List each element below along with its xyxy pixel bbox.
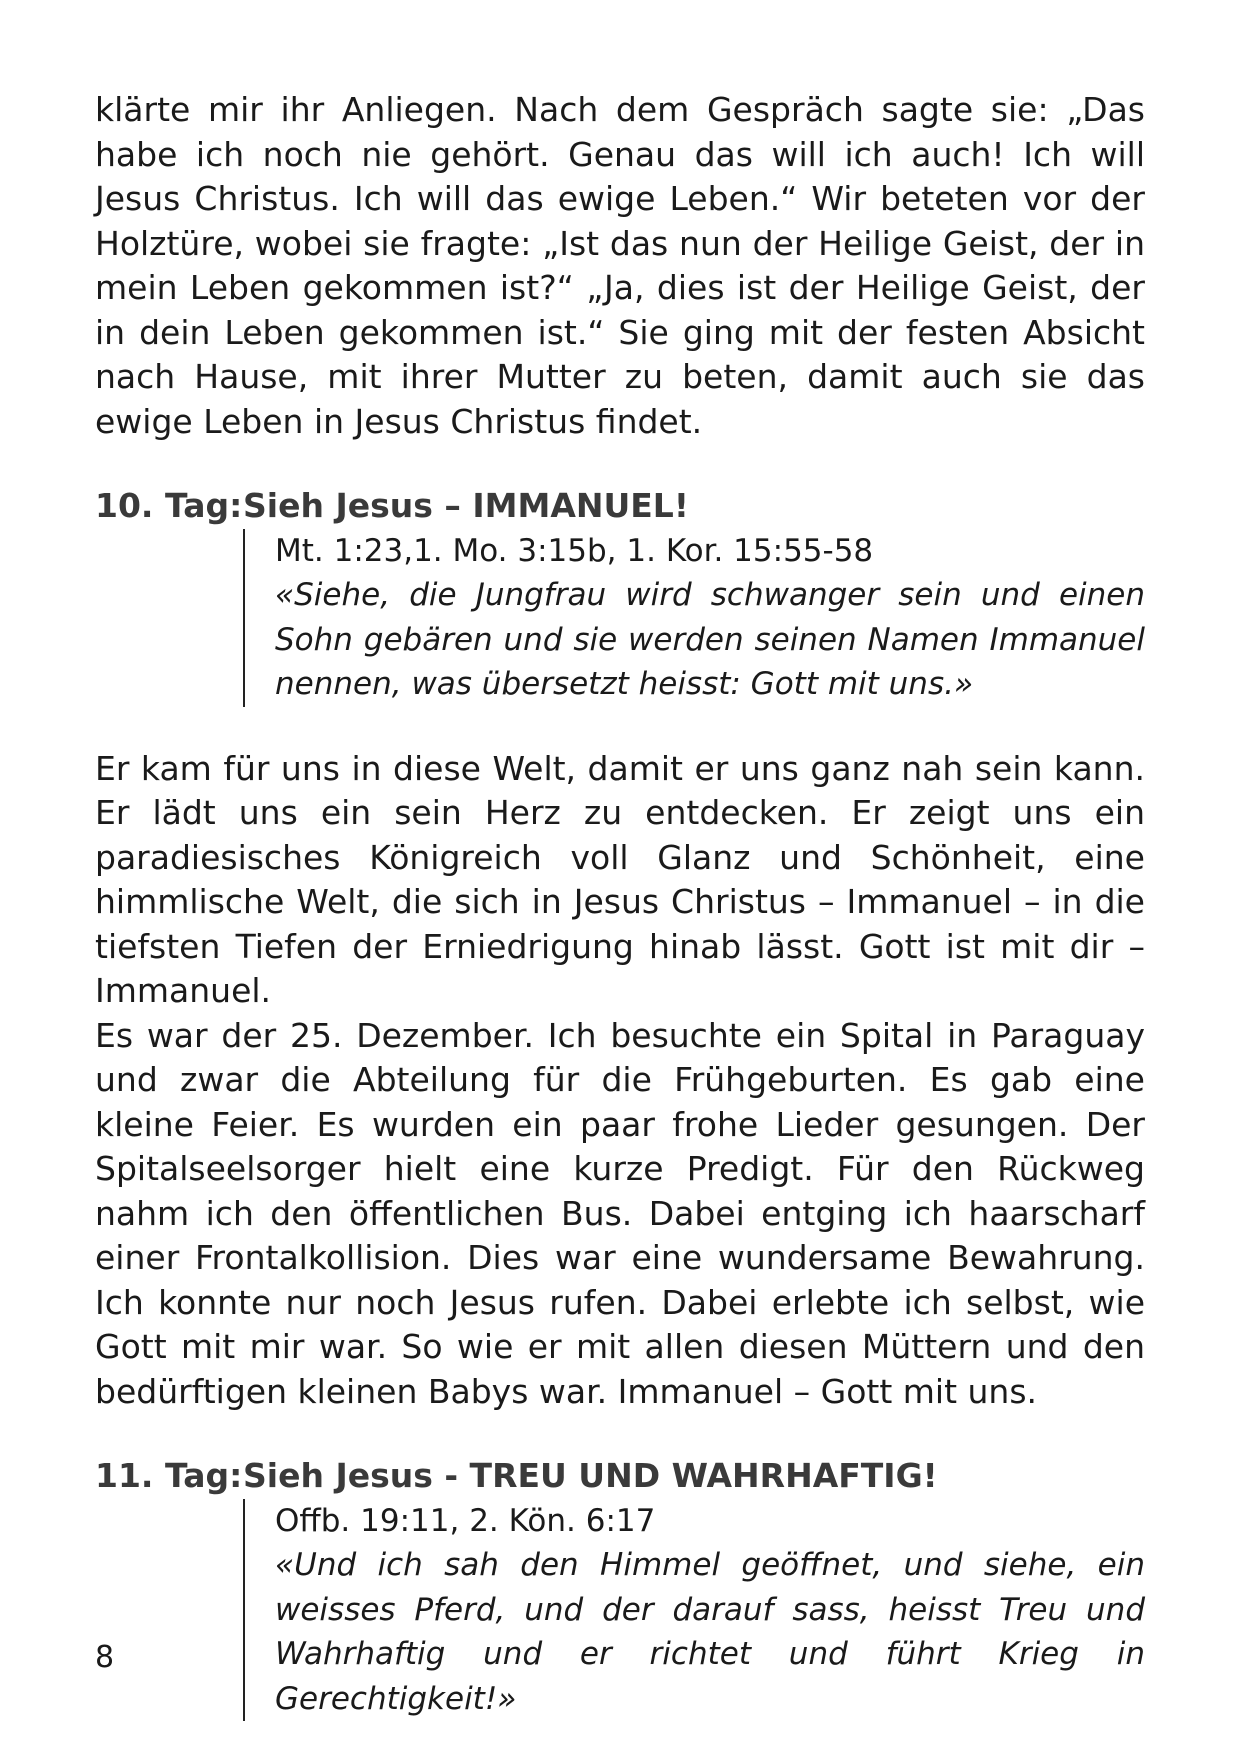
day-10-label: 10. Tag: [95, 486, 243, 525]
day-10-quote: «Siehe, die Jungfrau wird schwanger sein und einen Sohn gebären und sie werden seinen Namen Immanuel nennen, was übersetzt heisst: Gott mit uns.» [243, 573, 1145, 707]
page-content [95, 88, 1145, 1721]
day-10-section [95, 484, 1145, 707]
body-paragraph-1: Er kam für uns in diese Welt, damit er uns ganz nah sein kann. Er lädt uns ein sein Herz zu entdecken. Er zeigt uns ein paradiesisches Königreich voll Glanz und Schönheit, eine himmlische Welt, die sich in Jesus Christus – Immanuel – in die tiefsten Tiefen der Erniedrigung hinab lässt. Gott ist mit dir – Immanuel. [95, 748, 1145, 1010]
intro-paragraph: klärte mir ihr Anliegen. Nach dem Gespräch sagte sie: „Das habe ich noch nie gehört. Genau das will ich auch! Ich will Jesus Christus. Ich will das ewige Leben.“ Wir beteten vor der Holztüre, wobei sie fragte: „Ist das nun der Heilige Geist, der in mein Leben gekommen ist?“ „Ja, dies ist der Heilige Geist, der in dein Leben gekommen ist.“ Sie ging mit der festen Absicht nach Hause, mit ihrer Mutter zu beten, damit auch sie das ewige Leben in Jesus Christus findet. [95, 90, 1145, 441]
day-11-title: Sieh Jesus - TREU UND WAHRHAFTIG! [243, 1456, 938, 1495]
day-10-title: Sieh Jesus – IMMANUEL! [243, 486, 689, 525]
day-11-quote: «Und ich sah den Himmel geöffnet, und siehe, ein weisses Pferd, und der darauf sass, heisst Treu und Wahrhaftig und er richtet und führt Krieg in Gerechtigkeit!» [243, 1543, 1145, 1721]
page-number: 8 [95, 1640, 115, 1675]
day-11-reference: Offb. 19:11, 2. Kön. 6:17 [243, 1499, 1145, 1544]
day-10-reference: Mt. 1:23,1. Mo. 3:15b, 1. Kor. 15:55-58 [243, 529, 1145, 574]
day-11-label: 11. Tag: [95, 1456, 243, 1495]
body-paragraph-2: Es war der 25. Dezember. Ich besuchte ein Spital in Paraguay und zwar die Abteilung für die Frühgeburten. Es gab eine kleine Feier. Es wurden ein paar frohe Lieder gesungen. Der Spitalseelsorger hielt eine kurze Predigt. Für den Rückweg nahm ich den öffentlichen Bus. Dabei entging ich haarscharf einer Frontalkollision. Dies war eine wundersame Bewahrung. Ich konnte nur noch Jesus rufen. Dabei erlebte ich selbst, wie Gott mit mir war. So wie er mit allen diesen Müttern und den bedürftigen kleinen Babys war. Immanuel – Gott mit uns. [95, 1015, 1145, 1411]
day-11-section [95, 1454, 1145, 1721]
